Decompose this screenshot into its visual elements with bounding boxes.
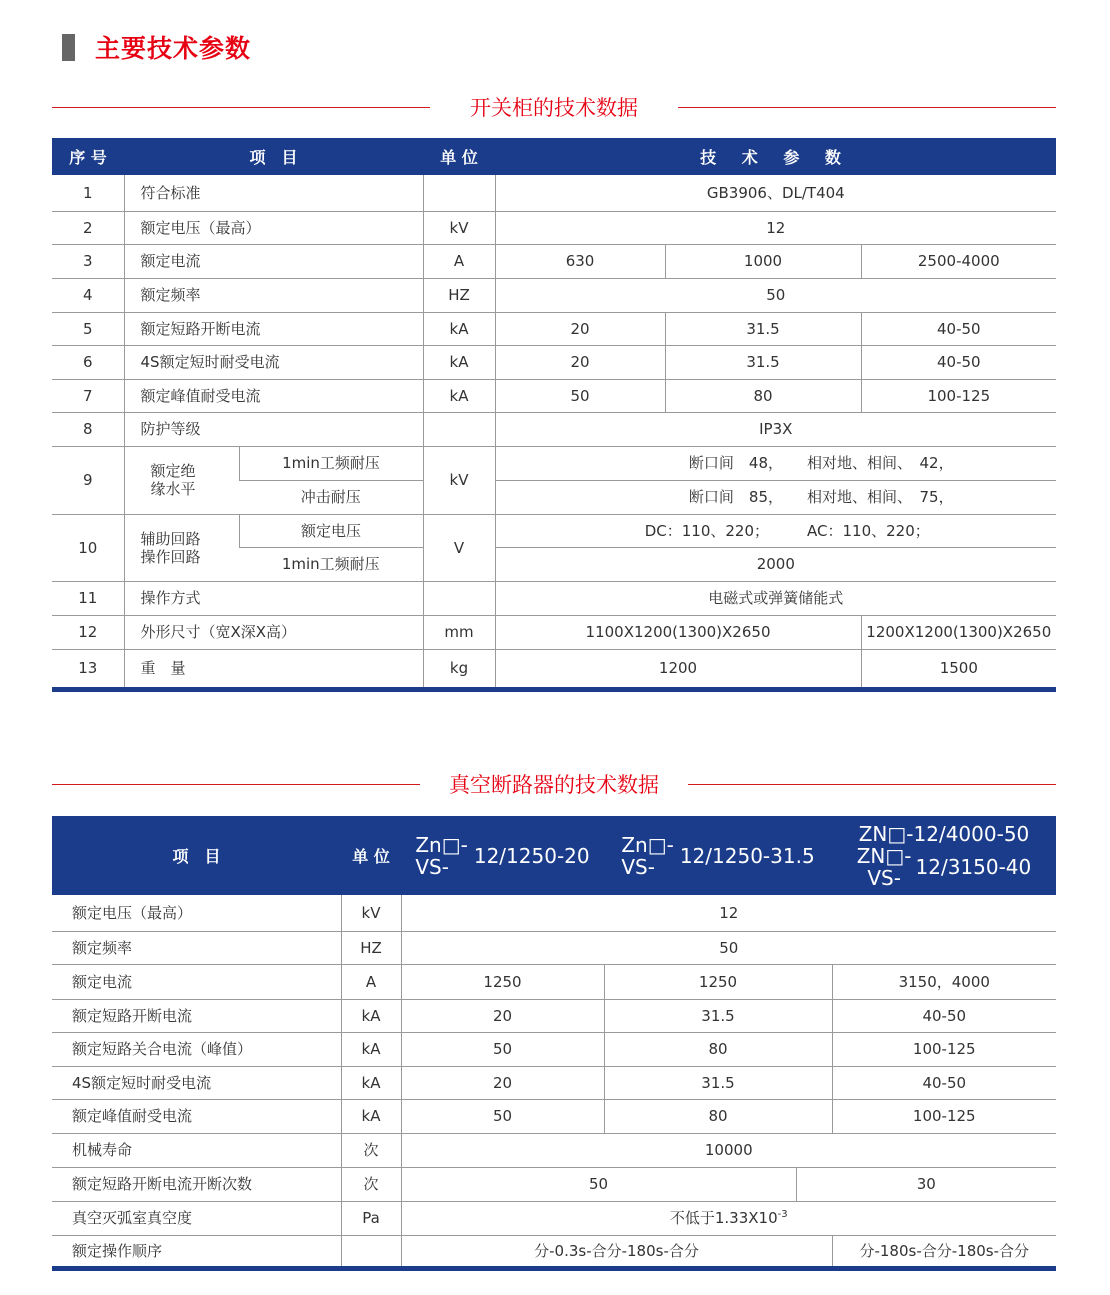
table-row [52, 1201, 1056, 1235]
row-value-2: 31.5 [665, 345, 861, 379]
model-2-suffix: 12/1250-31.5 [679, 843, 815, 868]
model-1-label [401, 834, 604, 878]
row-value-3: 100-125 [832, 1099, 1056, 1133]
section2-title [52, 770, 1056, 800]
row-subitem: 额定电压 [239, 514, 423, 547]
row-item: 外形尺寸（宽X深X高） [124, 615, 423, 649]
row-item: 4S额定短时耐受电流 [52, 1066, 341, 1099]
model-3-suffix: 12/3150-40 [915, 854, 1032, 879]
row-value-2: 80 [665, 379, 861, 412]
table-row [52, 278, 1056, 312]
row-unit: kA [341, 999, 401, 1032]
model-3-top: ZN□-12/4000-50 [858, 821, 1030, 846]
row-item: 额定短路关合电流（峰值） [52, 1032, 341, 1066]
row-item: 额定电流 [52, 964, 341, 999]
breaker-spec-table [52, 816, 1056, 1271]
row-item: 额定短路开断电流 [124, 312, 423, 345]
row-value [401, 1201, 1056, 1235]
row-item: 额定电压（最高） [124, 211, 423, 244]
table-row [52, 1167, 1056, 1201]
table-row [52, 1235, 1056, 1268]
row-value-2: 1500 [861, 649, 1056, 689]
table-row [52, 615, 1056, 649]
row-value-2: 31.5 [604, 1066, 832, 1099]
row-item: 额定操作顺序 [52, 1235, 341, 1268]
row-unit [423, 412, 495, 446]
row-no: 9 [52, 446, 124, 514]
row-unit: kA [423, 345, 495, 379]
row-value-2: 80 [604, 1032, 832, 1066]
row-unit: Pa [341, 1201, 401, 1235]
model-1-prefix [415, 834, 468, 878]
row-unit: 次 [341, 1133, 401, 1167]
row-item: 额定短路开断电流 [52, 999, 341, 1032]
vacuum-value-exponent: -3 [777, 1209, 788, 1220]
model-1-prefix-b: VS- [415, 854, 449, 879]
row-value-1: 50 [401, 1032, 604, 1066]
row-value-1: 50 [401, 1099, 604, 1133]
row-value: 12 [401, 895, 1056, 931]
row-value: 50 [495, 278, 1056, 312]
heading-bar [62, 34, 75, 61]
row-unit: kV [423, 446, 495, 514]
row-unit [341, 1235, 401, 1268]
row-value: 50 [401, 931, 1056, 964]
row-value-1: 20 [495, 345, 665, 379]
model-1-suffix: 12/1250-20 [473, 843, 590, 868]
header-unit: 单 位 [423, 138, 495, 175]
row-unit: A [423, 244, 495, 278]
row-no: 10 [52, 514, 124, 581]
row-value: GB3906、DL/T404 [495, 175, 1056, 211]
row-item: 防护等级 [124, 412, 423, 446]
row-item: 额定电压（最高） [72, 903, 193, 922]
row-item: 额定峰值耐受电流 [52, 1099, 341, 1133]
row-value-1: 1100X1200(1300)X2650 [495, 615, 861, 649]
row-value-a: 断口间 48， [495, 446, 789, 480]
row-value-3: 100-125 [832, 1032, 1056, 1066]
row-unit: kA [341, 1099, 401, 1133]
row-item-line: 操作回路 [140, 547, 201, 566]
table-row [52, 1099, 1056, 1133]
row-value-3: 40-50 [861, 345, 1056, 379]
row-unit: 次 [341, 1167, 401, 1201]
model-2-label [604, 834, 832, 878]
row-item-line: 缘水平 [150, 480, 196, 498]
row-value-b: 分-180s-合分-180s-合分 [832, 1235, 1056, 1268]
table-row [52, 1066, 1056, 1099]
row-value-1: 20 [495, 312, 665, 345]
table-row [52, 244, 1056, 278]
row-no: 4 [52, 278, 124, 312]
row-value-2: 31.5 [604, 999, 832, 1032]
row-value: 电磁式或弹簧储能式 [495, 581, 1056, 615]
model-3-prefix-b: VS- [867, 865, 901, 890]
table-row [52, 446, 1056, 480]
row-value-3: 40-50 [832, 999, 1056, 1032]
table-row [52, 649, 1056, 689]
row-unit: V [423, 514, 495, 581]
row-value-a: 分-0.3s-合分-180s-合分 [401, 1235, 832, 1268]
row-value-1: 1200 [495, 649, 861, 689]
row-value-3: 100-125 [861, 379, 1056, 412]
row-no: 6 [52, 345, 124, 379]
row-unit: mm [423, 615, 495, 649]
table-row [52, 345, 1056, 379]
row-no: 12 [52, 615, 124, 649]
row-no: 5 [52, 312, 124, 345]
row-value-a: DC：110、220； [495, 514, 789, 547]
row-value-3: 40-50 [832, 1066, 1056, 1099]
table-row [52, 964, 1056, 999]
row-item: 额定频率 [124, 278, 423, 312]
model-1-prefix-a: Zn□- [415, 832, 468, 857]
row-item: 重 量 [124, 649, 423, 689]
row-no: 11 [52, 581, 124, 615]
row-value-1: 1250 [401, 964, 604, 999]
section1-title [52, 93, 1056, 123]
model-2-prefix-b: VS- [621, 854, 655, 879]
row-value-3: 30 [796, 1167, 1056, 1201]
row-subitem: 1min工频耐压 [239, 547, 423, 581]
row-unit: A [341, 964, 401, 999]
model-2-prefix-a: Zn□- [621, 832, 674, 857]
row-value: 2000 [495, 547, 1056, 581]
table-row [52, 1032, 1056, 1066]
row-value: 12 [495, 211, 1056, 244]
row-item: 操作方式 [124, 581, 423, 615]
row-value-a: 断口间 85， [495, 480, 789, 514]
row-value-2: 31.5 [665, 312, 861, 345]
table-row [52, 211, 1056, 244]
table-row [52, 312, 1056, 345]
table-row [52, 895, 1056, 931]
row-unit: kA [341, 1032, 401, 1066]
row-unit: HZ [423, 278, 495, 312]
row-no: 7 [52, 379, 124, 412]
row-value-12: 50 [401, 1167, 796, 1201]
header-unit: 单 位 [341, 816, 401, 895]
row-item-line: 辅助回路 [140, 529, 201, 548]
table-row [52, 581, 1056, 615]
row-no: 2 [52, 211, 124, 244]
row-no: 13 [52, 649, 124, 689]
header-item: 项 目 [52, 816, 341, 895]
header-params: 技 术 参 数 [495, 138, 1056, 175]
row-value-3: 40-50 [861, 312, 1056, 345]
row-value-2: 1250 [604, 964, 832, 999]
row-item-group [124, 514, 239, 581]
row-unit: kA [341, 1066, 401, 1099]
section2-title-text: 真空断路器的技术数据 [449, 773, 659, 797]
row-value-1: 50 [495, 379, 665, 412]
main-heading [62, 30, 251, 64]
row-value-2: 1000 [665, 244, 861, 278]
table-row [52, 514, 1056, 547]
row-value-1: 20 [401, 999, 604, 1032]
model-3-prefix-a: ZN□- [856, 843, 912, 868]
switchgear-spec-table [52, 138, 1056, 692]
table-header-row [52, 816, 1056, 895]
table-row [52, 412, 1056, 446]
row-unit: HZ [341, 931, 401, 964]
row-value-1: 20 [401, 1066, 604, 1099]
header-model-3 [832, 816, 1056, 895]
header-model-1 [401, 816, 604, 895]
row-no: 1 [82, 183, 93, 202]
row-item-group [124, 446, 239, 514]
model-2-prefix [621, 834, 674, 878]
row-no: 8 [52, 412, 124, 446]
heading-text: 主要技术参数 [95, 34, 252, 63]
row-value-1: 630 [495, 244, 665, 278]
row-unit: kV [423, 211, 495, 244]
header-model-2 [604, 816, 832, 895]
row-value-b: 相对地、相间、 42， [789, 446, 1056, 480]
row-unit [423, 175, 495, 211]
row-unit: kV [341, 895, 401, 931]
row-value-2: 1200X1200(1300)X2650 [861, 615, 1056, 649]
row-value: 10000 [401, 1133, 1056, 1167]
table-row [52, 1133, 1056, 1167]
row-value-3: 2500-4000 [861, 244, 1056, 278]
row-unit: kA [423, 379, 495, 412]
row-unit [423, 581, 495, 615]
row-item: 额定短路开断电流开断次数 [52, 1167, 341, 1201]
row-subitem: 冲击耐压 [239, 480, 423, 514]
row-value-b: 相对地、相间、 75， [789, 480, 1056, 514]
header-no: 序 号 [52, 138, 124, 175]
row-item: 真空灭弧室真空度 [52, 1201, 341, 1235]
row-subitem: 1min工频耐压 [239, 446, 423, 480]
model-3-label [832, 823, 1056, 889]
row-item: 额定频率 [52, 931, 341, 964]
row-value: IP3X [495, 412, 1056, 446]
header-item: 项 目 [124, 138, 423, 175]
table-row [52, 999, 1056, 1032]
table-row [52, 931, 1056, 964]
row-unit: kA [423, 312, 495, 345]
row-item: 额定峰值耐受电流 [124, 379, 423, 412]
model-3-prefix [857, 845, 912, 889]
row-item: 符合标准 [124, 175, 423, 211]
table-header-row [52, 138, 1056, 175]
section1-title-text: 开关柜的技术数据 [470, 96, 638, 120]
table-row [52, 379, 1056, 412]
row-no: 3 [52, 244, 124, 278]
table-row [52, 175, 1056, 211]
row-item: 机械寿命 [52, 1133, 341, 1167]
model-3-second [857, 845, 1032, 889]
row-item: 4S额定短时耐受电流 [124, 345, 423, 379]
row-value-3: 3150，4000 [832, 964, 1056, 999]
row-value-2: 80 [604, 1099, 832, 1133]
row-unit: kg [423, 649, 495, 689]
row-value-b: AC：110、220； [789, 514, 1056, 547]
row-item-line: 额定绝 [150, 462, 196, 480]
row-item: 额定电流 [124, 244, 423, 278]
vacuum-value-base: 不低于1.33X10 [669, 1209, 778, 1227]
